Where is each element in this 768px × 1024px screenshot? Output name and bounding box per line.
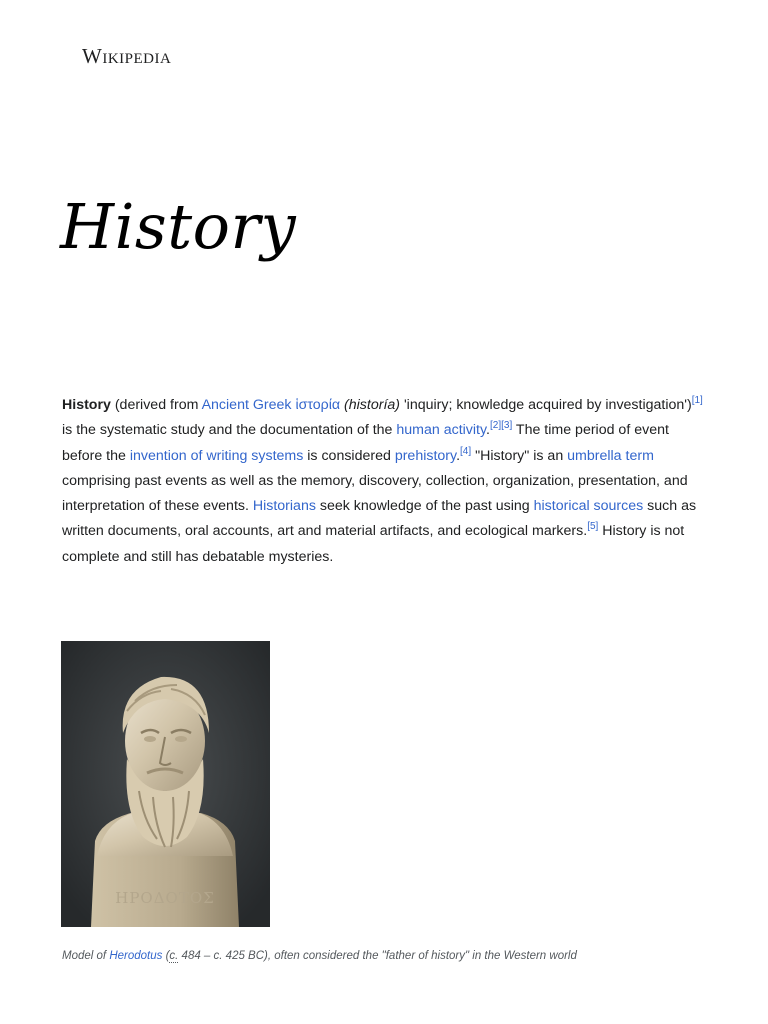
lead-text: such as written documents, oral accounts, art and material artifacts, and ecological markers.	[62, 498, 697, 540]
caption-prefix: Model of	[62, 950, 110, 962]
lead-text: 'inquiry; knowledge acquired by investigation')	[400, 397, 692, 413]
link-historians[interactable]: Historians	[252, 498, 316, 515]
herodotus-bust-image[interactable]	[61, 641, 270, 927]
lead-text: is the systematic study and the documentation of the	[62, 422, 397, 439]
citation-link[interactable]: [2]	[489, 420, 502, 432]
lead-text: "History" is an	[471, 447, 568, 464]
link-human-activity[interactable]: human activity	[396, 422, 487, 439]
caption-paren: (	[162, 950, 170, 962]
citation-link[interactable]: [3]	[501, 420, 513, 432]
lead-text: The time period of event before the	[62, 422, 669, 464]
bust-inscription: ΗΡΟΔΟΤΟΣ	[115, 889, 215, 907]
page-title: History	[60, 190, 297, 263]
herodotus-link[interactable]: Herodotus	[109, 950, 163, 962]
wikipedia-logo[interactable]: Wikipedia	[82, 44, 172, 68]
link-ancient-greek[interactable]: Ancient Greek	[201, 397, 292, 413]
citation	[490, 420, 501, 431]
citation	[501, 420, 512, 431]
citation-link[interactable]: [4]	[460, 445, 472, 457]
circa-abbreviation[interactable]: c.	[169, 950, 179, 962]
lead-text: is considered	[303, 447, 395, 464]
lead-bold-term: History	[62, 397, 111, 413]
citation	[692, 395, 703, 406]
figure-caption	[62, 950, 722, 962]
citation-link[interactable]: [5]	[587, 521, 599, 533]
bust-illustration	[61, 641, 270, 927]
lead-paragraph	[62, 393, 710, 570]
citation-link[interactable]: [1]	[691, 395, 703, 406]
citation	[587, 521, 598, 532]
lead-text: comprising past events as well as the memory, discovery, collection, organization, presentation, and interpretation of these events.	[62, 472, 688, 515]
link-historical-sources[interactable]: historical sources	[533, 498, 644, 515]
link-prehistory[interactable]: prehistory	[394, 447, 457, 464]
link-invention-of-writing-systems[interactable]: invention of writing systems	[129, 447, 304, 464]
lead-text: .	[456, 447, 461, 464]
lead-text: History is not complete and still has debatable mysteries.	[62, 523, 685, 565]
lead-text: .	[486, 422, 490, 439]
lead-transliteration: (historía)	[344, 397, 401, 413]
lead-text: seek knowledge of the past using	[315, 498, 534, 515]
citation	[460, 446, 471, 457]
link-umbrella-term[interactable]: umbrella term	[567, 447, 654, 464]
link-greek-term[interactable]: ἱστορία	[295, 397, 341, 413]
caption-suffix: 484 – c. 425 BC), often considered the "father of history" in the Western world	[178, 950, 577, 962]
lead-text: (derived from	[110, 397, 202, 413]
